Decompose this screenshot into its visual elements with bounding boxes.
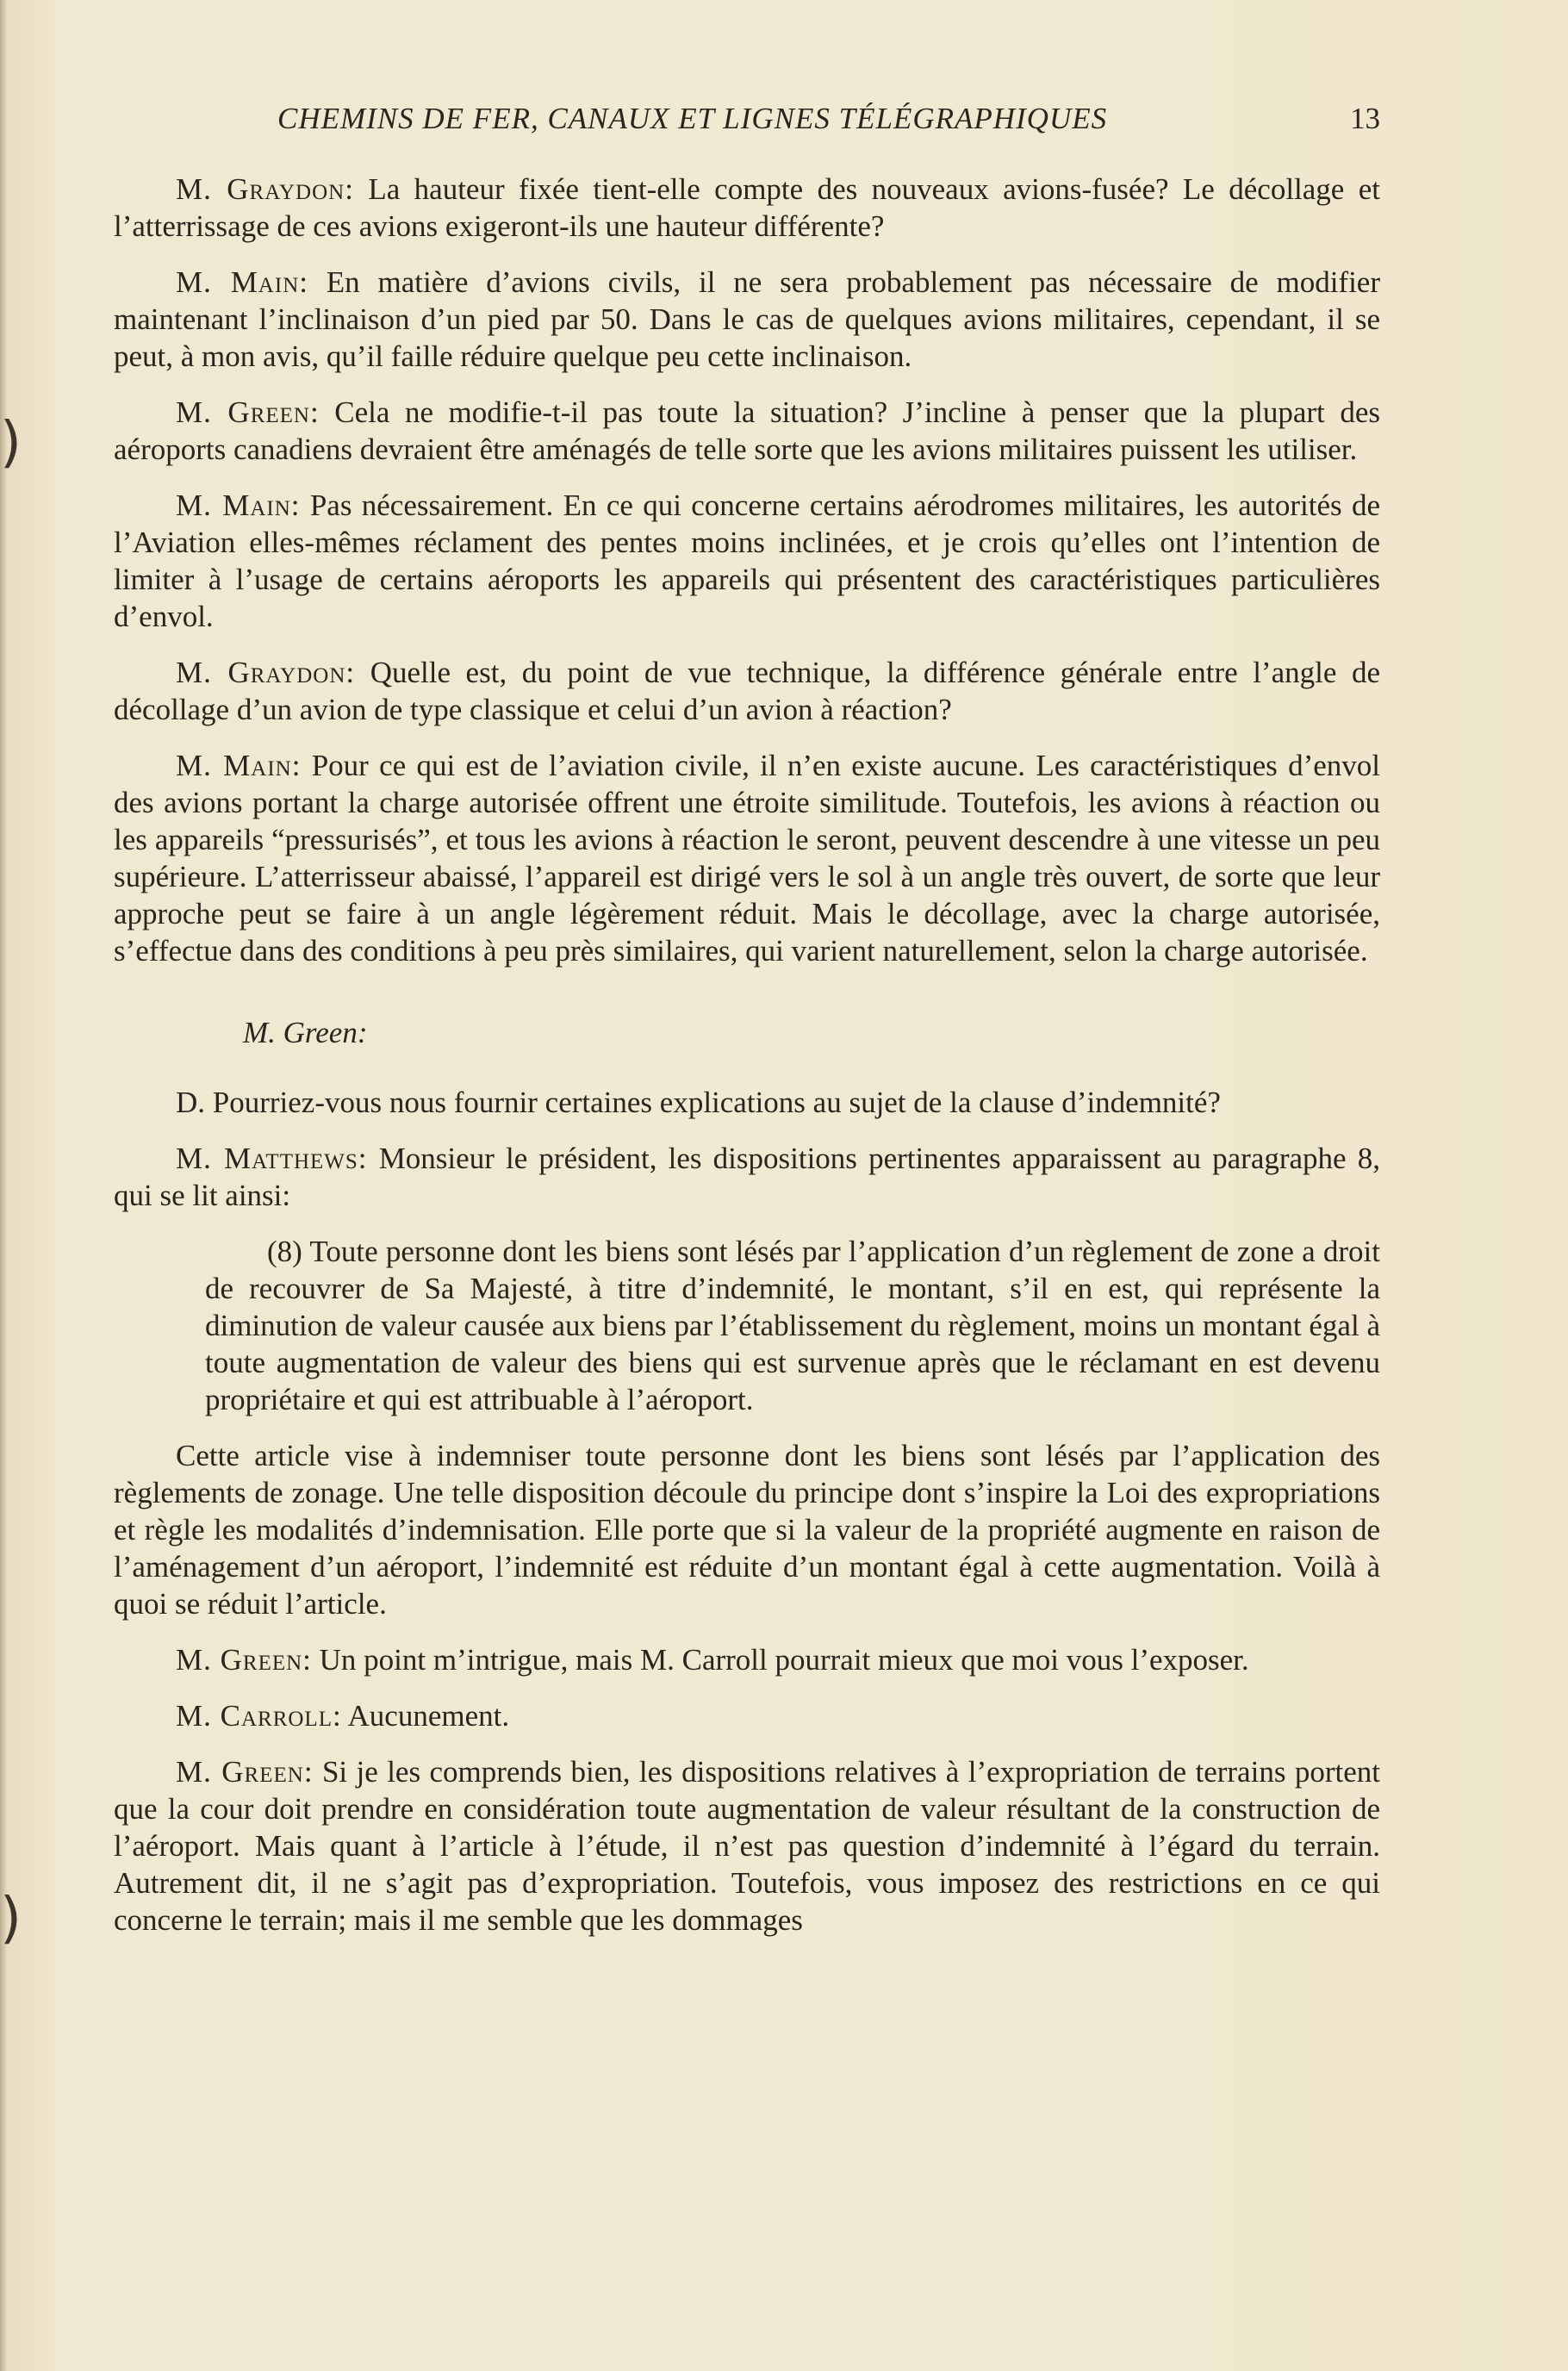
- block-quote: (8) Toute personne dont les biens sont lésés par l’application d’un règlement de zone a droit de recouvrer de Sa Majesté, à titre d’indemnité, le montant, s’il en est, qui représente la diminution de valeur causée aux biens par l’établissement du règlement, moins un montant égal à toute augmentation de valeur des biens qui est survenue après que le réclamant en est devenu propriétaire et qui est attribuable à l’aéroport.: [205, 1235, 1380, 1416]
- paragraph-text: Quelle est, du point de vue technique, la différence générale entre l’angle de décollage d’un avion de type classique et celui d’un avion à réaction?: [114, 656, 1380, 726]
- paragraph-text: Pas nécessairement. En ce qui concerne certains aérodromes militaires, les autorités de l’Aviation elles-mêmes réclament des pentes moins inclinées, et je crois qu’elles ont l’intention de limiter à l’usage de certains aéroports les appareils qui présentent des caractéristiques particulières d’envol.: [114, 489, 1380, 633]
- speaker-name: M. Carroll:: [176, 1699, 342, 1733]
- paragraph: [114, 1697, 1380, 1734]
- paragraph-text: Pour ce qui est de l’aviation civile, il n’en existe aucune. Les caractéristiques d’envol des avions portant la charge autorisée offrent une étroite similitude. Toutefois, les avions à réaction ou les appareils “pressurisés”, et tous les avions à réaction le seront, peuvent descendre à une vitesse un peu supérieure. L’atterrisseur abaissé, l’appareil est dirigé vers le sol à un angle très ouvert, de sorte que leur approche peut se faire à un angle légèrement réduit. Mais le décollage, avec la charge autorisée, s’effectue dans des conditions à peu près similaires, qui varient naturellement, selon la charge autorisée.: [114, 749, 1380, 968]
- paragraph-text: Si je les comprends bien, les dispositions relatives à l’expropriation de terrains portent que la cour doit prendre en considération toute augmentation de valeur résultant de la construction de l’aéroport. Mais quant à l’article à l’étude, il n’est pas question d’indemnité à l’égard du terrain. Autrement dit, il ne s’agit pas d’expropriation. Toutefois, vous imposez des restrictions en ce qui concerne le terrain; mais il me semble que les dommages: [114, 1755, 1380, 1937]
- paragraph: [114, 487, 1380, 635]
- paragraph: [114, 1140, 1380, 1214]
- speaker-name: M. Green:: [176, 395, 320, 429]
- paragraph-text: Cela ne modifie-t-il pas toute la situation? J’incline à penser que la plupart des aéroports canadiens devraient être aménagés de telle sorte que les avions militaires puissent les utiliser.: [114, 395, 1380, 466]
- speaker-name: M. Graydon:: [176, 656, 356, 689]
- paragraph: [114, 1437, 1380, 1622]
- paragraph: [114, 264, 1380, 375]
- punch-hole-mark-bottom: ): [0, 1887, 22, 1951]
- running-head: CHEMINS DE FER, CANAUX ET LIGNES TÉLÉGRAPHIQUES: [277, 102, 1108, 135]
- page-header: [114, 102, 1380, 153]
- paragraph-text: Monsieur le président, les dispositions pertinentes apparaissent au paragraphe 8, qui se lit ainsi:: [114, 1142, 1380, 1212]
- binding-edge: [0, 0, 7, 2371]
- speaker-name: M. Main:: [176, 749, 302, 782]
- page-number: 13: [1350, 102, 1380, 135]
- paragraph: [114, 171, 1380, 245]
- paragraph: [114, 747, 1380, 969]
- paragraph-text: Aucunement.: [341, 1699, 510, 1733]
- body-text: [114, 171, 1380, 1957]
- paragraph: [114, 654, 1380, 728]
- section-label: M. Green:: [243, 1016, 368, 1049]
- speaker-name: M. Matthews:: [176, 1142, 368, 1175]
- paragraph-text: D. Pourriez-vous nous fournir certaines explications au sujet de la clause d’indemnité?: [176, 1086, 1221, 1119]
- speaker-name: M. Green:: [176, 1755, 314, 1789]
- speaker-name: M. Graydon:: [176, 172, 354, 206]
- paragraph: [114, 1084, 1380, 1121]
- paragraph-text: Un point m’intrigue, mais M. Carroll pourrait mieux que moi vous l’exposer.: [311, 1643, 1249, 1677]
- punch-hole-mark-top: ): [0, 411, 22, 475]
- speaker-name: M. Main:: [176, 265, 308, 299]
- paragraph-text: En matière d’avions civils, il ne sera probablement pas nécessaire de modifier maintenant l’inclinaison d’un pied par 50. Dans le cas de quelques avions militaires, cependant, il se peut, à mon avis, qu’il faille réduire quelque peu cette inclinaison.: [114, 265, 1380, 373]
- paragraph: [114, 394, 1380, 468]
- paragraph: [114, 1753, 1380, 1938]
- paragraph: [114, 1641, 1380, 1678]
- paragraph-text: La hauteur fixée tient-elle compte des nouveaux avions-fusée? Le décollage et l’atterrissage de ces avions exigeront-ils une hauteur différente?: [114, 172, 1380, 243]
- speaker-name: M. Main:: [176, 489, 301, 522]
- speaker-name: M. Green:: [176, 1643, 312, 1677]
- paragraph-text: Cette article vise à indemniser toute personne dont les biens sont lésés par l’application des règlements de zonage. Une telle disposition découle du principe dont s’inspire la Loi des expropriations et règle les modalités d’indemnisation. Elle porte que si la valeur de la propriété augmente en raison de l’aménagement d’un aéroport, l’indemnité est réduite d’un montant égal à cette augmentation. Voilà à quoi se réduit l’article.: [114, 1439, 1380, 1621]
